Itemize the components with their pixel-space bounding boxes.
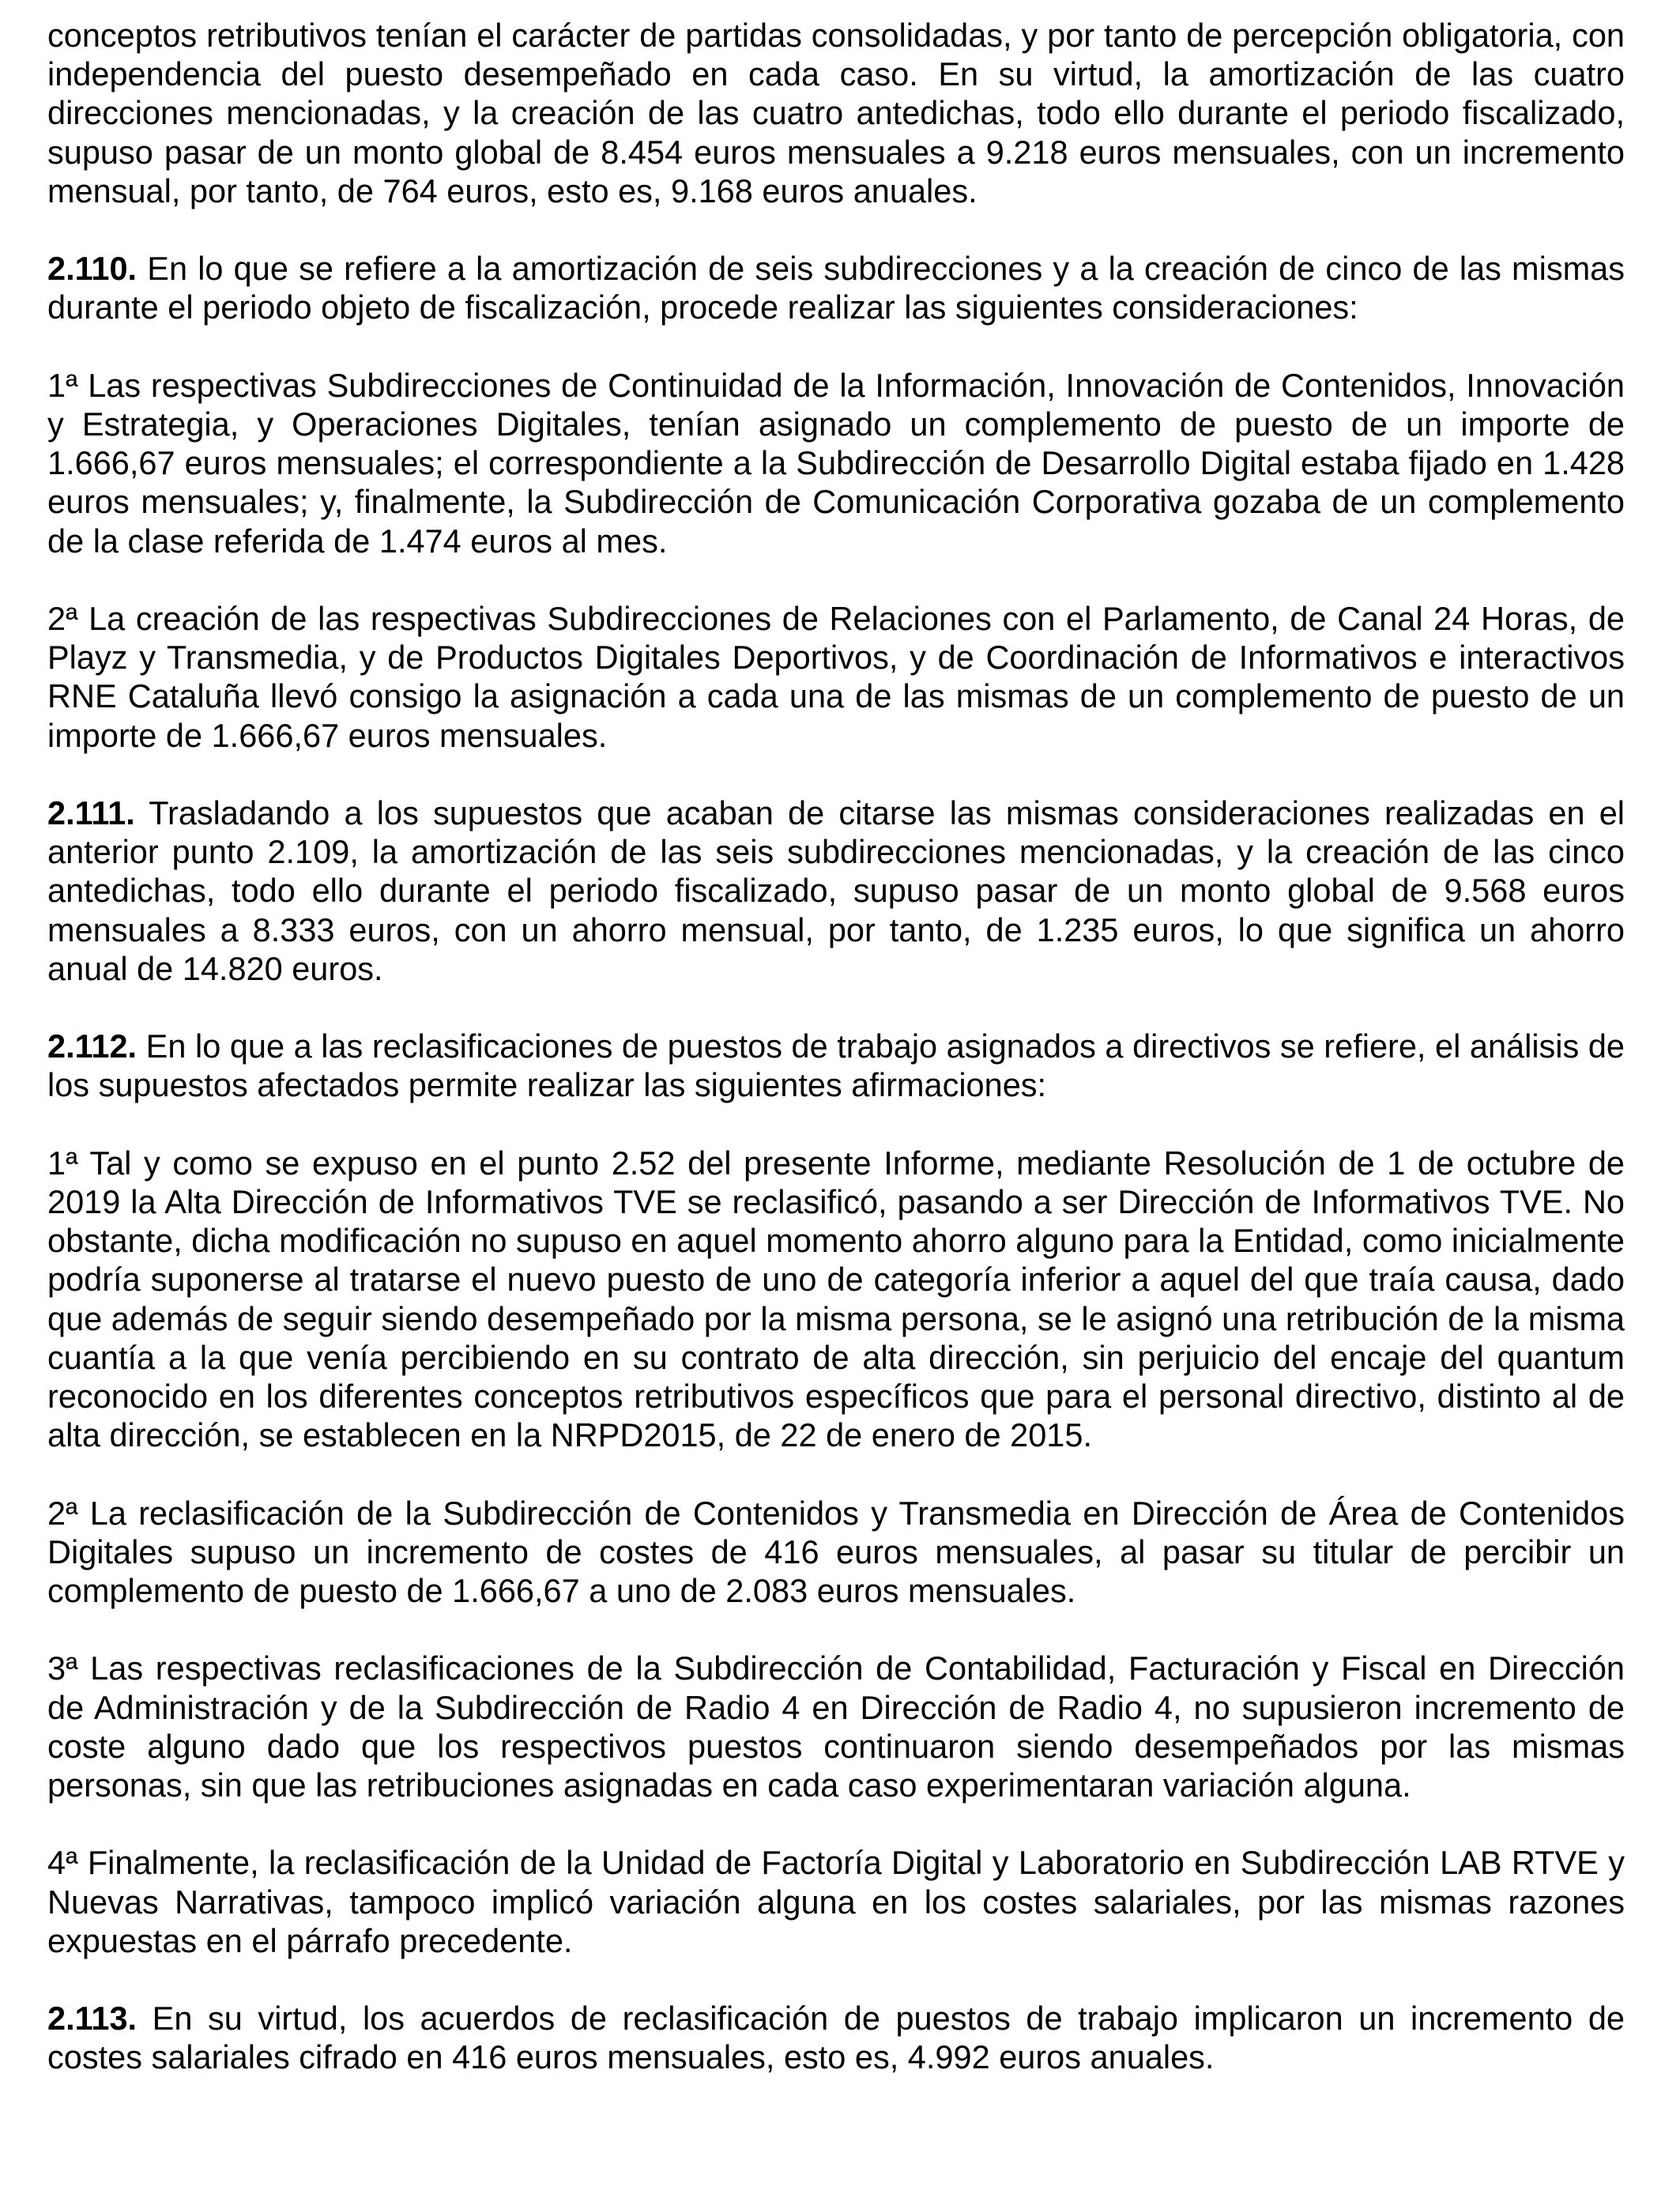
paragraph-continuation <box>47 16 1625 210</box>
paragraph-2-111 <box>47 794 1625 988</box>
paragraph-2-110 <box>47 249 1625 326</box>
paragraph-item-1 <box>47 366 1625 560</box>
paragraph-number: 2.111. <box>47 794 135 831</box>
paragraph-item-2 <box>47 599 1625 755</box>
paragraph-2-113 <box>47 1999 1625 2076</box>
paragraph-text: Trasladando a los supuestos que acaban de citarse las mismas consideraciones realizadas en el anterior punto 2.109, la amortización de las seis subdirecciones mencionadas, y la creación de las cinco antedichas, todo ello durante el periodo fiscalizado, supuso pasar de un monto global de 9.568 euros mensuales a 8.333 euros, con un ahorro mensual, por tanto, de 1.235 euros, lo que significa un ahorro anual de 14.820 euros. <box>47 794 1625 987</box>
paragraph-text: 3ª Las respectivas reclasificaciones de la Subdirección de Contabilidad, Facturación y Fiscal en Dirección de Administración y de la Subdirección de Radio 4 en Dirección de Radio 4, no supusieron incremento de coste alguno dado que los respectivos puestos continuaron siendo desempeñados por las mismas personas, sin que las retribuciones asignadas en cada caso experimentaran variación alguna. <box>47 1649 1625 1804</box>
paragraph-item-3 <box>47 1649 1625 1804</box>
paragraph-text: 1ª Las respectivas Subdirecciones de Continuidad de la Información, Innovación de Contenidos, Innovación y Estrategia, y Operaciones Digitales, tenían asignado un complemento de puesto de un importe de 1.666,67 euros mensuales; el correspondiente a la Subdirección de Desarrollo Digital estaba fijado en 1.428 euros mensuales; y, finalmente, la Subdirección de Comunicación Corporativa gozaba de un complemento de la clase referida de 1.474 euros al mes. <box>47 366 1625 560</box>
document-page <box>47 16 1625 2077</box>
paragraph-text: 2ª La reclasificación de la Subdirección de Contenidos y Transmedia en Dirección de Área de Contenidos Digitales supuso un incremento de costes de 416 euros mensuales, al pasar su titular de percibir un complemento de puesto de 1.666,67 a uno de 2.083 euros mensuales. <box>47 1494 1625 1610</box>
paragraph-item-2 <box>47 1494 1625 1611</box>
paragraph-2-112 <box>47 1027 1625 1104</box>
paragraph-text: En su virtud, los acuerdos de reclasificación de puestos de trabajo implicaron un incremento de costes salariales cifrado en 416 euros mensuales, esto es, 4.992 euros anuales. <box>47 2000 1625 2076</box>
paragraph-text: 1ª Tal y como se expuso en el punto 2.52 del presente Informe, mediante Resolución de 1 de octubre de 2019 la Alta Dirección de Informativos TVE se reclasificó, pasando a ser Dirección de Informativos TVE. No obstante, dicha modificación no supuso en aquel momento ahorro alguno para la Entidad, como inicialmente podría suponerse al tratarse el nuevo puesto de uno de categoría inferior a aquel del que traía causa, dado que además de seguir siendo desempeñado por la misma persona, se le asignó una retribución de la misma cuantía a la que venía percibiendo en su contrato de alta dirección, sin perjuicio del encaje del quantum reconocido en los diferentes conceptos retributivos específicos que para el personal directivo, distinto al de alta dirección, se establecen en la NRPD2015, de 22 de enero de 2015. <box>47 1144 1625 1454</box>
paragraph-item-1 <box>47 1144 1625 1455</box>
paragraph-text: 4ª Finalmente, la reclasificación de la Unidad de Factoría Digital y Laboratorio en Subdirección LAB RTVE y Nuevas Narrativas, tampoco implicó variación alguna en los costes salariales, por las mismas razones expuestas en el párrafo precedente. <box>47 1844 1625 1959</box>
paragraph-text: conceptos retributivos tenían el carácter de partidas consolidadas, y por tanto de percepción obligatoria, con independencia del puesto desempeñado en cada caso. En su virtud, la amortización de las cuatro direcciones mencionadas, y la creación de las cuatro antedichas, todo ello durante el periodo fiscalizado, supuso pasar de un monto global de 8.454 euros mensuales a 9.218 euros mensuales, con un incremento mensual, por tanto, de 764 euros, esto es, 9.168 euros anuales. <box>47 17 1625 209</box>
paragraph-number: 2.110. <box>47 250 137 288</box>
paragraph-text: 2ª La creación de las respectivas Subdirecciones de Relaciones con el Parlamento, de Canal 24 Horas, de Playz y Transmedia, y de Productos Digitales Deportivos, y de Coordinación de Informativos e interactivos RNE Cataluña llevó consigo la asignación a cada una de las mismas de un complemento de puesto de un importe de 1.666,67 euros mensuales. <box>47 600 1625 754</box>
paragraph-number: 2.112. <box>47 1027 137 1065</box>
paragraph-item-4 <box>47 1843 1625 1960</box>
paragraph-text: En lo que a las reclasificaciones de puestos de trabajo asignados a directivos se refiere, el análisis de los supuestos afectados permite realizar las siguientes afirmaciones: <box>47 1027 1625 1104</box>
paragraph-number: 2.113. <box>47 2000 137 2038</box>
paragraph-text: En lo que se refiere a la amortización de seis subdirecciones y a la creación de cinco de las mismas durante el periodo objeto de fiscalización, procede realizar las siguientes consideraciones: <box>47 250 1625 326</box>
